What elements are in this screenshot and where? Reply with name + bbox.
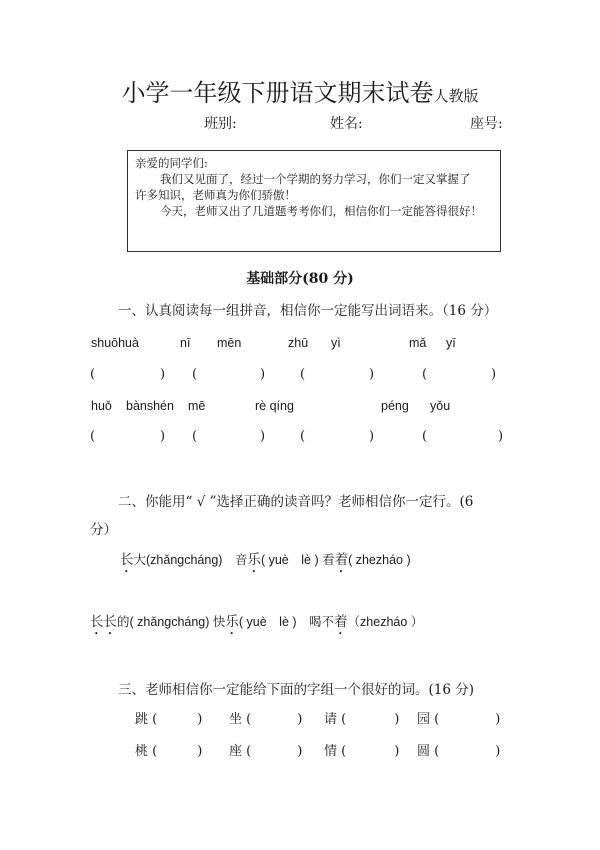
- title-text: 小学一年级下册语文期末试卷: [121, 79, 434, 107]
- char: 请: [324, 712, 338, 727]
- seat-label: 座号:: [470, 116, 503, 132]
- marked-char: 着: [334, 552, 349, 568]
- pinyin: yì: [331, 336, 341, 350]
- paren-open: (: [300, 367, 306, 382]
- marked-char: 长长: [90, 614, 117, 630]
- char: 圆: [417, 744, 431, 759]
- paren-open: (: [300, 429, 306, 444]
- q2-prompt: 二、你能用“ √ ”选择正确的读音吗？老师相信你一定行。(6: [118, 494, 474, 510]
- marked-char: 长: [120, 552, 134, 568]
- char-item[interactable]: 情 ( ): [324, 744, 400, 759]
- paren-close[interactable]: ): [160, 429, 166, 444]
- q2-text[interactable]: ( yuè lè ) 看: [260, 553, 335, 567]
- paren-close[interactable]: ): [369, 367, 375, 382]
- char-item[interactable]: 座 ( ): [229, 744, 303, 759]
- char: 座: [229, 744, 243, 759]
- pinyin: rè qíng: [255, 399, 294, 413]
- paren-close[interactable]: ): [498, 429, 504, 444]
- letter-box: [127, 150, 501, 252]
- q2-text[interactable]: ( zhezháo ): [348, 553, 411, 567]
- char: 坐: [229, 712, 243, 727]
- section-title: 基础部分(80 分): [246, 271, 354, 287]
- paren-open: (: [90, 429, 96, 444]
- char: 情: [324, 744, 338, 759]
- letter-line: 今天，老师又出了几道题考考你们，相信你们一定能答得很好！: [160, 204, 482, 218]
- pinyin: mēn: [217, 336, 242, 350]
- edition-label: 人教版: [433, 87, 479, 105]
- q2-text[interactable]: （zhezháo ）: [347, 615, 424, 629]
- letter-line: 许多知识，老师真为你们骄傲！: [135, 188, 296, 202]
- q2-text[interactable]: 的( zhǎngcháng) 快: [117, 615, 226, 629]
- char: 园: [417, 712, 431, 727]
- char: 跳: [135, 712, 149, 727]
- pinyin: yǒu: [430, 399, 451, 413]
- q2-text[interactable]: 大(zhǎngcháng) 音: [133, 553, 248, 567]
- paren-open: (: [90, 367, 96, 382]
- char-item[interactable]: 请 ( ): [324, 712, 400, 727]
- paren-close[interactable]: ): [260, 429, 266, 444]
- pinyin: péng: [381, 399, 409, 413]
- marked-char: 乐: [247, 552, 261, 568]
- marked-char: 乐: [225, 614, 239, 630]
- pinyin: zhū: [288, 336, 309, 350]
- paren-close[interactable]: ): [491, 367, 497, 382]
- q2-row-1: [120, 552, 411, 576]
- char-item[interactable]: 桃 ( ): [135, 744, 203, 759]
- char-item[interactable]: 坐 ( ): [229, 712, 303, 727]
- pinyin: mǎ: [409, 336, 427, 350]
- marked-char: 着: [334, 614, 348, 630]
- pinyin: mē: [188, 399, 206, 413]
- paren-open: (: [192, 367, 198, 382]
- q1-prompt: 一、认真阅读每一组拼音，相信你一定能写出词语来。（16 分）: [118, 303, 498, 319]
- paren-open: (: [192, 429, 198, 444]
- q2-row-2: [90, 614, 423, 638]
- pinyin: yī: [446, 336, 456, 350]
- pinyin: shuōhuà: [91, 336, 139, 350]
- class-label: 班别:: [204, 116, 237, 132]
- q2-text[interactable]: ( yuè lè ) 喝不: [238, 615, 335, 629]
- pinyin: nī: [180, 336, 191, 350]
- char: 桃: [135, 744, 149, 759]
- paren-open: (: [422, 429, 428, 444]
- char-item[interactable]: 跳 ( ): [135, 712, 203, 727]
- name-label: 姓名:: [330, 116, 363, 132]
- letter-line: 我们又见面了，经过一个学期的努力学习，你们一定又掌握了: [160, 172, 471, 186]
- page-title: [0, 78, 600, 111]
- paren-close[interactable]: ): [160, 367, 166, 382]
- char-item[interactable]: 园 ( ): [417, 712, 501, 727]
- pinyin: huǒ: [91, 399, 112, 413]
- pinyin: bànshén: [126, 399, 174, 413]
- char-item[interactable]: 圆 ( ): [417, 744, 501, 759]
- paren-close[interactable]: ): [260, 367, 266, 382]
- paren-open: (: [422, 367, 428, 382]
- paren-close[interactable]: ): [369, 429, 375, 444]
- q3-prompt: 三、老师相信你一定能给下面的字组一个很好的词。(16 分): [118, 682, 475, 698]
- letter-greeting: 亲爱的同学们:: [135, 156, 208, 170]
- q2-prompt-cont: 分）: [90, 522, 117, 538]
